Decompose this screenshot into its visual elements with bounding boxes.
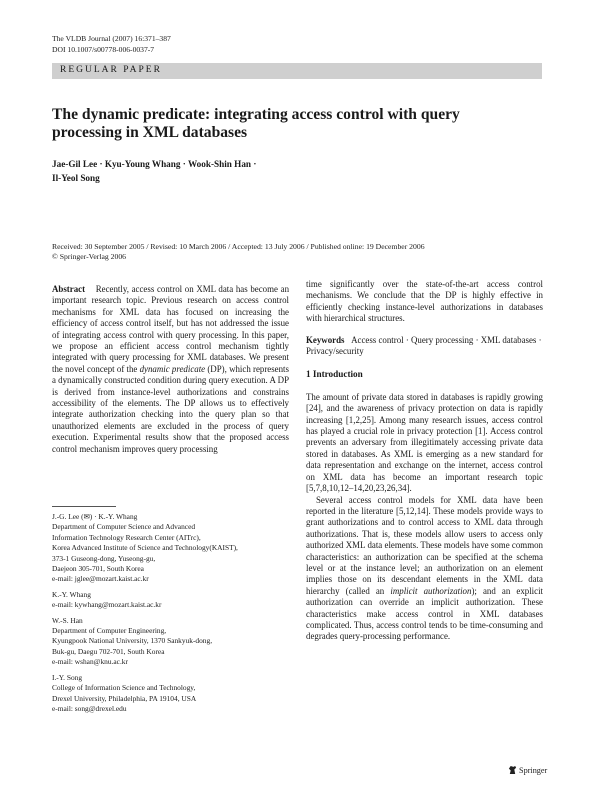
intro-p2-emphasis: implicit authorization xyxy=(390,585,472,596)
section-heading-introduction: 1 Introduction xyxy=(306,369,363,380)
keywords xyxy=(306,335,543,358)
section-band-label: REGULAR PAPER xyxy=(60,65,162,75)
abstract-label: Abstract xyxy=(52,284,86,294)
publisher-name: Springer xyxy=(519,765,548,775)
abstract-text-1: Recently, access control on XML data has become an important research topic. Previous research on access control mechanisms for XML data has focused on increasing the efficiency of access control itself, but has not addressed the issue of integrating access control with query processing. In this paper, we propose an efficient access control mechanism tightly integrated with query processing for XML databases. We present the novel concept of the xyxy=(52,284,290,374)
intro-p2-text-1: Several access control models for XML data have been reported in the literature [5,12,14]. These models provide ways to grant authorizations and to control access to XML data through authorizations. That is, these models allow users to access only authorized XML data elements. These models have some common characteristics: an authorization can be specified at the schema level or at the instance level; an authorization on an element implies those on its descendant elements in the XML data hierarchy (called an xyxy=(306,494,543,596)
paper-title: The dynamic predicate: integrating access control with query processing in XML databases xyxy=(52,106,460,141)
journal-doi: DOI 10.1007/s00778-006-0037-7 xyxy=(52,45,155,54)
affiliation-line: Daejeon 305-701, South Korea xyxy=(52,564,144,574)
affiliation-block xyxy=(52,512,292,585)
keywords-text: Access control · Query processing · XML databases · Privacy/security xyxy=(306,334,542,357)
affiliation-line: Department of Computer Engineering, xyxy=(52,626,167,636)
keywords-label: Keywords xyxy=(306,334,345,345)
left-column xyxy=(52,284,289,455)
publication-dates xyxy=(52,242,547,262)
author-list xyxy=(52,157,342,185)
affiliation-line: Department of Computer Science and Advanced xyxy=(52,522,196,532)
authors-line-1: Jae-Gil Lee · Kyu-Young Whang · Wook-Shin Han · xyxy=(52,159,257,169)
affiliation-line: e-mail: jglee@mozart.kaist.ac.kr xyxy=(52,574,149,584)
intro-p2-text-2: ); and an explicit authorization can override an implicit authorization. These characteristics make access control in XML databases complicated. Thus, access control tends to be time-consuming and degrades query-processing performance. xyxy=(306,585,544,642)
copyright: © Springer-Verlag 2006 xyxy=(52,252,127,262)
affiliation-line: Drexel University, Philadelphia, PA 19104, USA xyxy=(52,693,197,703)
affiliation-line: Information Technology Research Center (AITrc), xyxy=(52,532,201,542)
affiliation-line: Buk-gu, Daegu 702-701, South Korea xyxy=(52,646,165,656)
footnote-rule xyxy=(52,506,116,507)
section-band xyxy=(52,63,542,79)
affiliation-line: J.-G. Lee (✉) · K.-Y. Whang xyxy=(52,512,138,521)
affiliation-line: e-mail: wshan@knu.ac.kr xyxy=(52,657,128,667)
affiliation-line: K.-Y. Whang xyxy=(52,589,91,599)
intro-paragraph-2 xyxy=(306,495,543,643)
springer-horse-icon xyxy=(508,765,517,777)
affiliation-line: e-mail: kywhang@mozart.kaist.ac.kr xyxy=(52,600,162,610)
affiliation-block xyxy=(52,673,292,715)
intro-paragraph-1: The amount of private data stored in databases is rapidly growing [24], and the awareness of privacy protection on data is rapidly increasing [1,2,25]. Among many research issues, access control has played a crucial role in privacy protection [1]. Access control prevents an adversary from illegitimately accessing private data stored in databases. As XML is emerging as a new standard for data representation and exchange on the internet, access control on XML data has become an important research topic [5,7,8,10,12–14,20,23,26,34]. xyxy=(306,391,543,494)
right-column xyxy=(306,279,543,643)
affiliations xyxy=(52,512,292,719)
abstract-continuation: time significantly over the state-of-the-art access control mechanisms. We conclude that the DP is highly effective in efficiently checking instance-level authorizations in databases with hierarchical structures. xyxy=(306,279,543,324)
journal-header xyxy=(52,33,171,55)
affiliation-line: e-mail: song@drexel.edu xyxy=(52,703,127,713)
affiliation-line: College of Information Science and Technology, xyxy=(52,683,196,693)
date-history: Received: 30 September 2005 / Revised: 10 March 2006 / Accepted: 13 July 2006 / Published online: 19 December 2006 xyxy=(52,242,425,251)
affiliation-line: Kyungpook National University, 1370 Sankyuk-dong, xyxy=(52,636,213,646)
affiliation-line: W.-S. Han xyxy=(52,615,83,625)
abstract-text-2: (DP), which represents a dynamically constructed condition during query execution. A DP is derived from instance-level authorizations and constrains accessibility of the elements. The DP allows us to effectively integrate authorization checking into the query plan so that unauthorized elements are excluded in the process of query execution. Experimental results show that the proposed access control mechanism improves query processing xyxy=(52,363,289,454)
affiliation-block xyxy=(52,590,292,611)
affiliation-line: I.-Y. Song xyxy=(52,672,83,682)
journal-citation: The VLDB Journal (2007) 16:371–387 xyxy=(52,34,171,43)
affiliation-line: 373-1 Guseong-dong, Yuseong-gu, xyxy=(52,553,156,563)
abstract-paragraph xyxy=(52,284,289,455)
affiliation-line: Korea Advanced Institute of Science and Technology(KAIST), xyxy=(52,543,238,553)
authors-line-2: Il-Yeol Song xyxy=(52,173,100,183)
abstract-emphasis: dynamic predicate xyxy=(139,363,206,374)
publisher-logo xyxy=(508,765,547,777)
affiliation-block xyxy=(52,616,292,668)
